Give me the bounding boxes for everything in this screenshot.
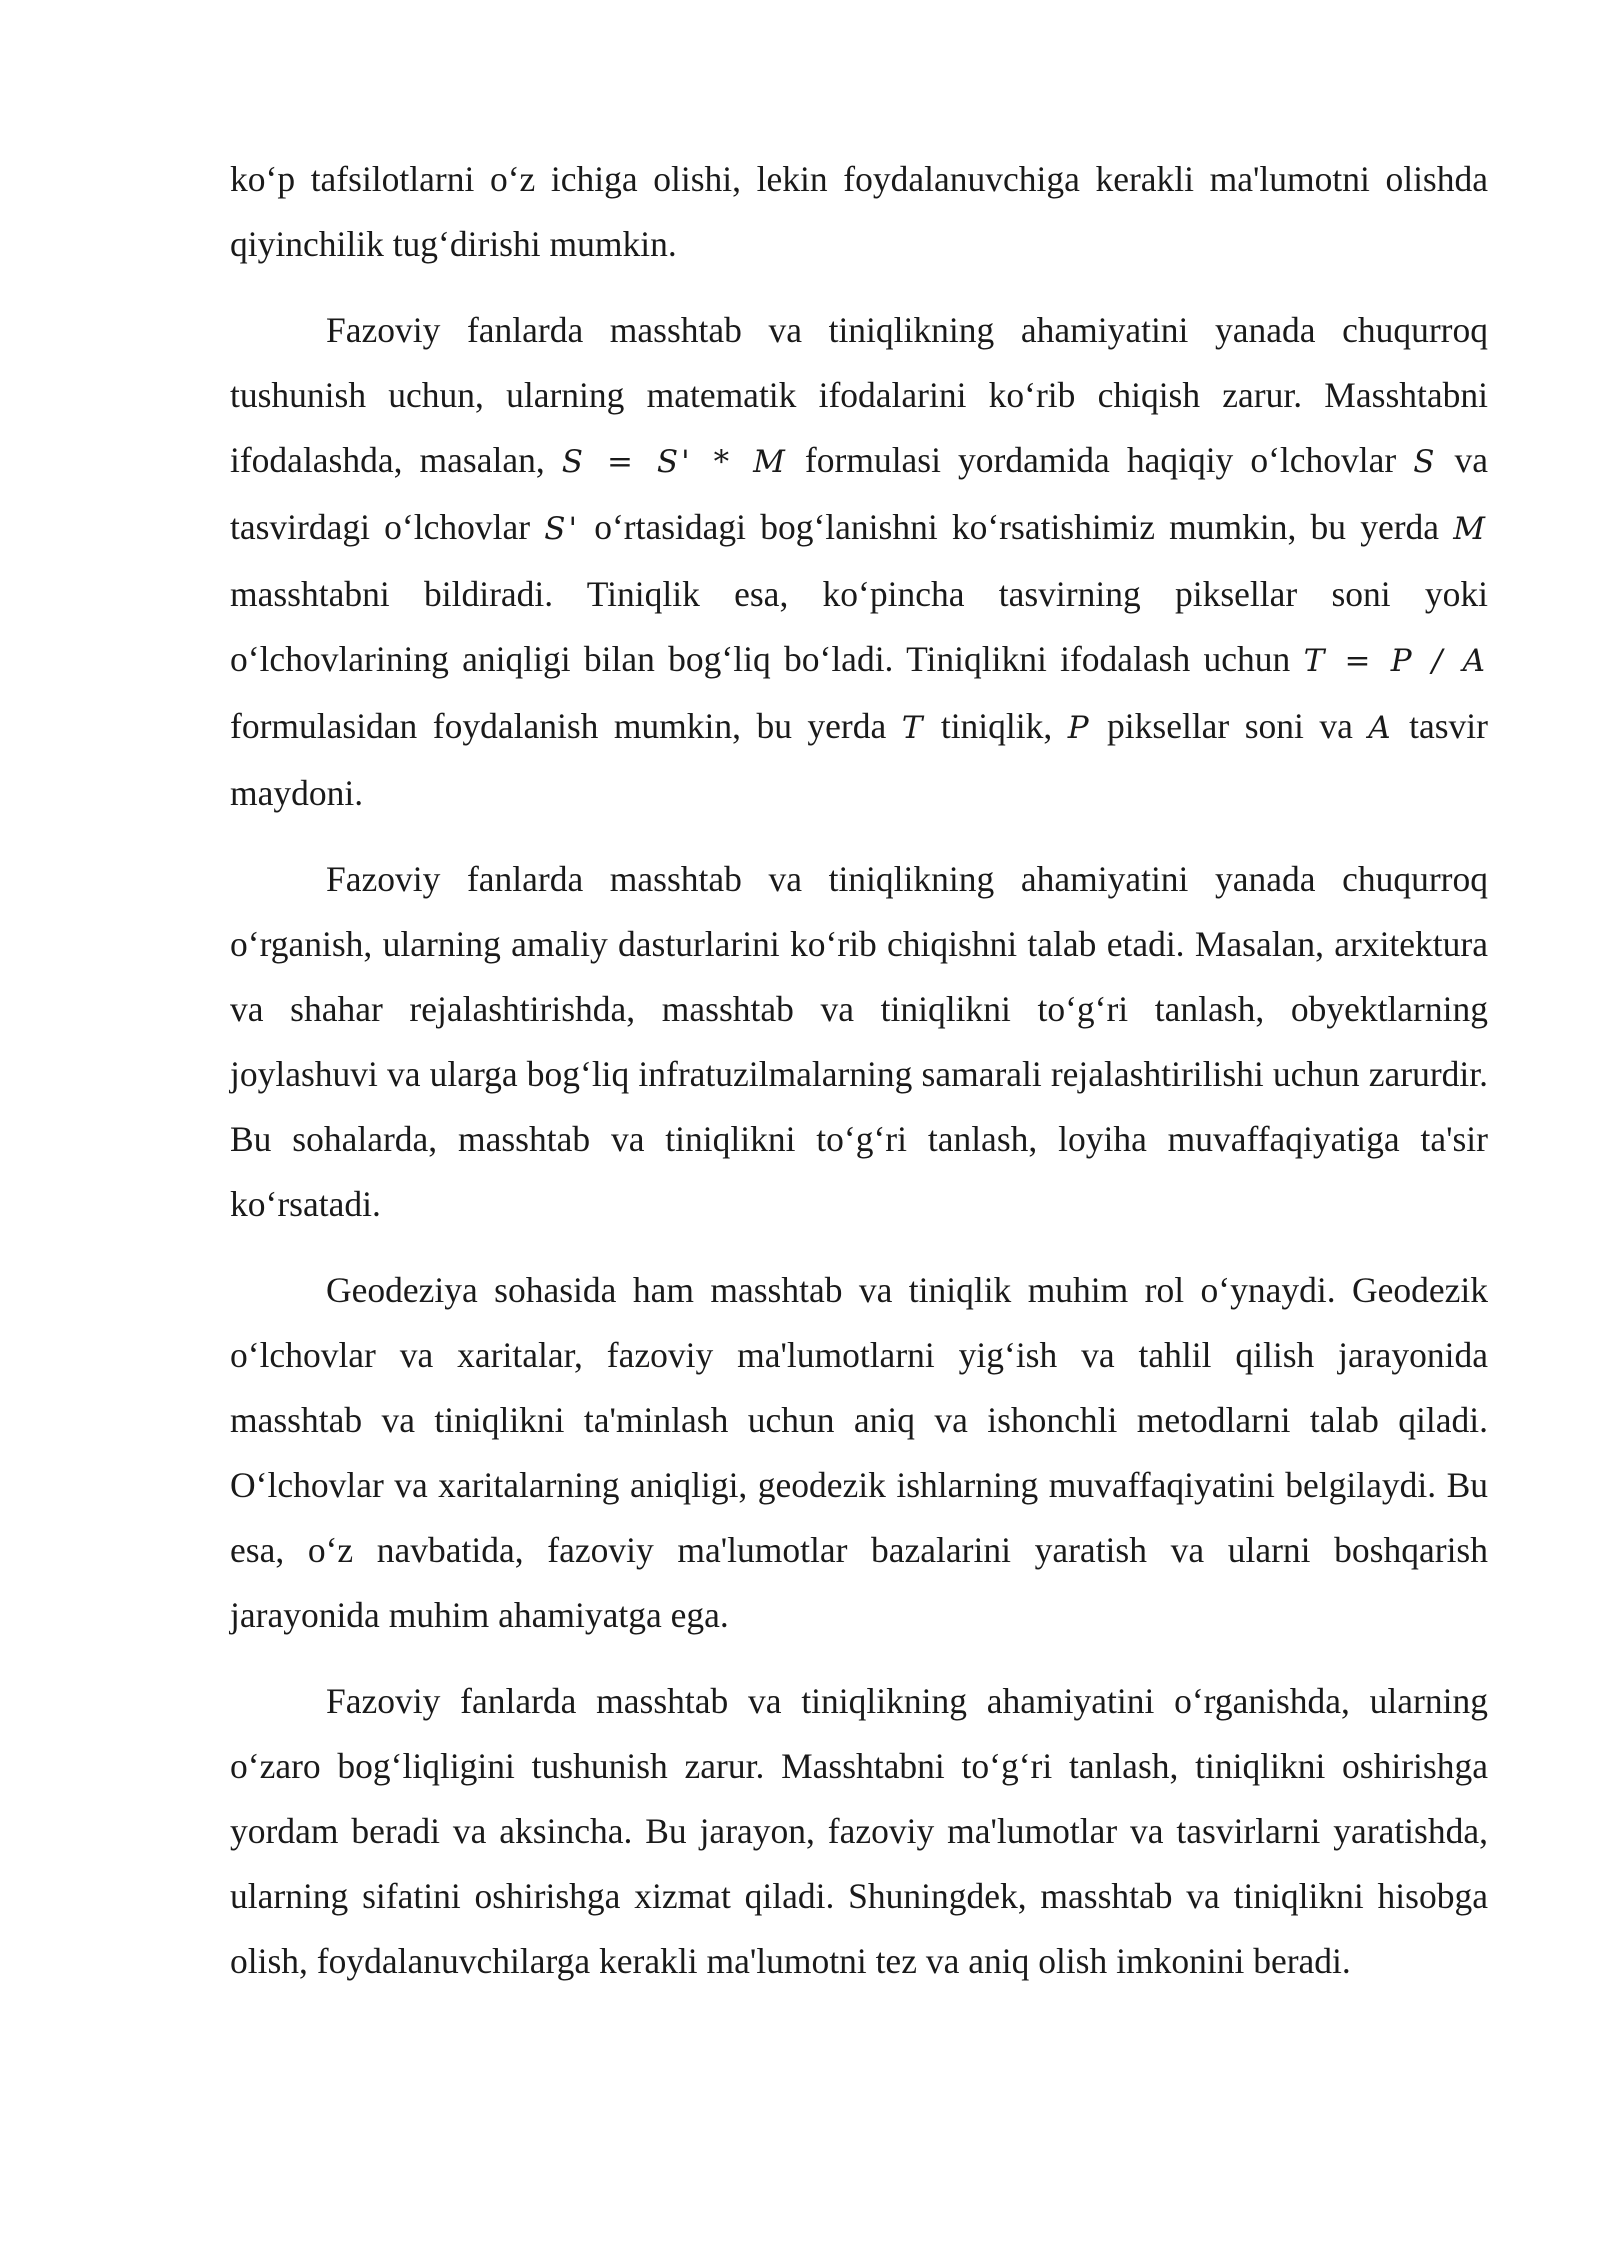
text-run: masshtabni bildiradi. Tiniqlik esa, ko‘pincha tasvirning piksellar soni yoki o‘lchovlarining aniqligi bilan bog‘liq bo‘ladi. Tiniqlikni ifodalash uchun [230,574,1488,679]
paragraph-1: ko‘p tafsilotlarni o‘z ichiga olishi, lekin foydalanuvchiga kerakli ma'lumotni olishda qiyinchilik tug‘dirishi mumkin. [230,159,1488,264]
math-variable: P [1067,710,1092,746]
text-run: piksellar soni va [1091,706,1369,746]
math-variable: M [1453,511,1488,547]
formula-scale: S = S' * M [561,444,788,480]
document-page [230,147,1488,2015]
text-run: formulasi yordamida haqiqiy o‘lchovlar [787,440,1414,480]
math-variable: S' [544,511,581,547]
text-run: tiniqlik, [925,706,1068,746]
text-run: formulasidan foydalanish mumkin, bu yerda [230,706,902,746]
math-variable: A [1368,710,1394,746]
math-variable: S [1413,444,1438,480]
paragraph-5: Fazoviy fanlarda masshtab va tiniqlikning ahamiyatini o‘rganishda, ularning o‘zaro bog‘liqligini tushunish zarur. Masshtabni to‘g‘ri tanlash, tiniqlikni oshirishga yordam beradi va aksincha. Bu jarayon, fazoviy ma'lumotlar va tasvirlarni yaratishda, ularning sifatini oshirishga xizmat qiladi. Shuningdek, masshtab va tiniqlikni hisobga olish, foydalanuvchilarga kerakli ma'lumotni tez va aniq olish imkonini beradi. [230,1681,1488,1981]
text-run: tasvir maydoni. [230,706,1488,813]
formula-resolution: T = P / A [1303,643,1488,679]
paragraph-2 [230,298,1488,826]
paragraph-3: Fazoviy fanlarda masshtab va tiniqlikning ahamiyatini yanada chuqurroq o‘rganish, ularning amaliy dasturlarini ko‘rib chiqishni talab etadi. Masalan, arxitektura va shahar rejalashtirishda, masshtab va tiniqlikni to‘g‘ri tanlash, obyektlarning joylashuvi va ularga bog‘liq infratuzilmalarning samarali rejalashtirilishi uchun zarurdir. Bu sohalarda, masshtab va tiniqlikni to‘g‘ri tanlash, loyiha muvaffaqiyatiga ta'sir ko‘rsatadi. [230,859,1488,1224]
math-variable: T [901,710,926,746]
text-run: va tasvirdagi o‘lchovlar [230,440,1488,547]
paragraph-4: Geodeziya sohasida ham masshtab va tiniqlik muhim rol o‘ynaydi. Geodezik o‘lchovlar va xaritalar, fazoviy ma'lumotlarni yig‘ish va tahlil qilish jarayonida masshtab va tiniqlikni ta'minlash uchun aniq va ishonchli metodlarni talab qiladi. O‘lchovlar va xaritalarning aniqligi, geodezik ishlarning muvaffaqiyatini belgilaydi. Bu esa, o‘z navbatida, fazoviy ma'lumotlar bazalarini yaratish va ularni boshqarish jarayonida muhim ahamiyatga ega. [230,1270,1488,1635]
text-run: o‘rtasidagi bog‘lanishni ko‘rsatishimiz mumkin, bu yerda [580,507,1454,547]
text-run: Fazoviy fanlarda masshtab va tiniqlikning ahamiyatini yanada chuqurroq tushunish uchun, ularning matematik ifodalarini ko‘rib chiqish zarur. Masshtabni ifodalashda, masalan, [230,310,1488,480]
